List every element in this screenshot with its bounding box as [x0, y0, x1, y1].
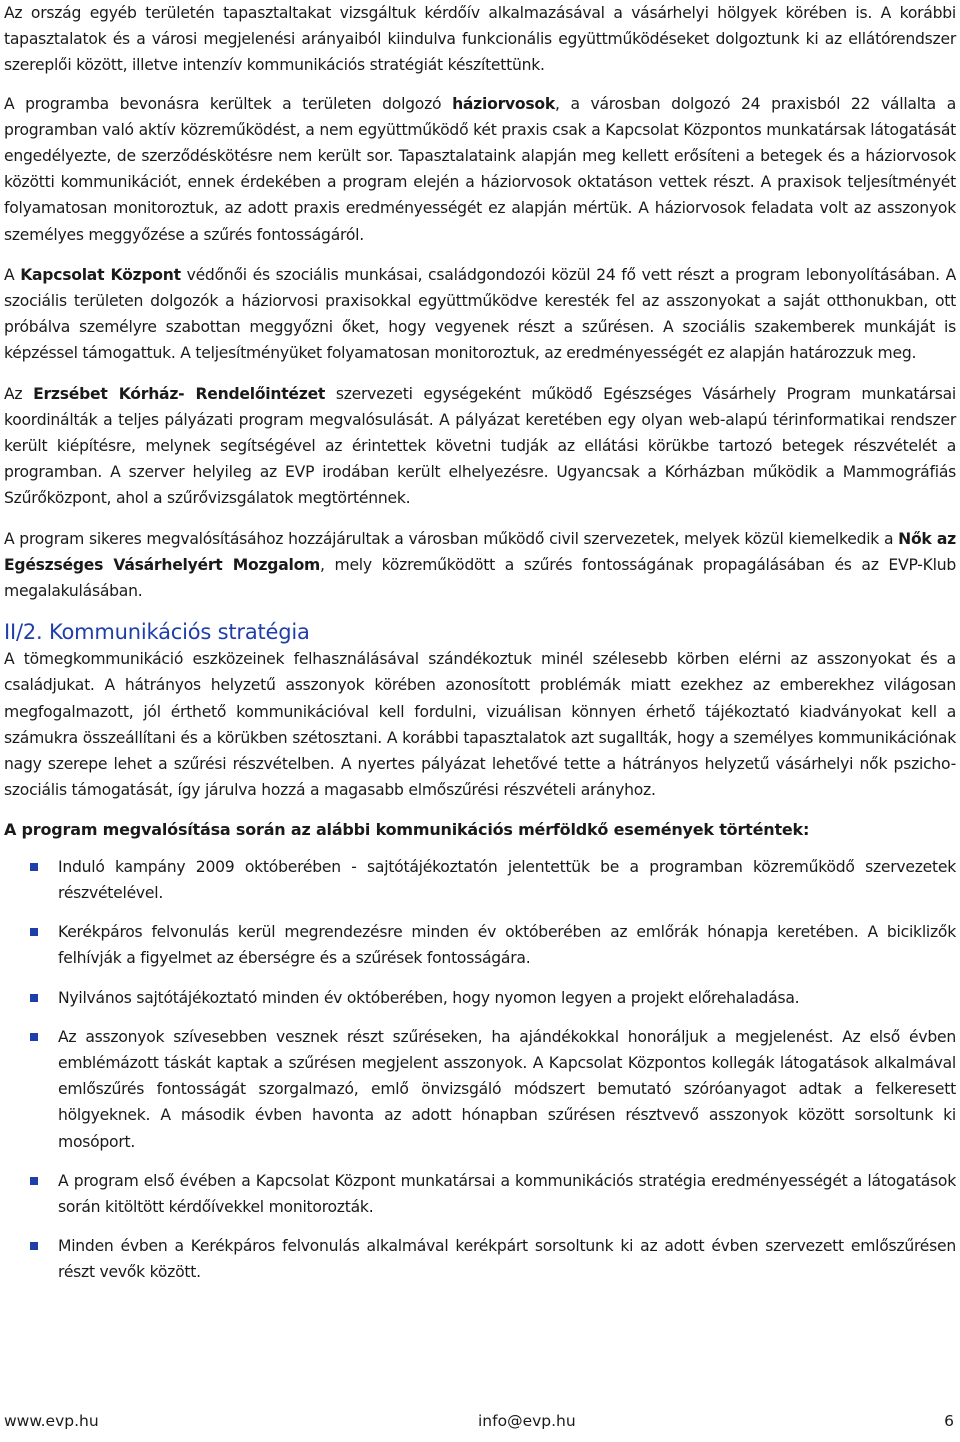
square-bullet-icon	[30, 928, 38, 936]
list-item	[4, 1168, 956, 1220]
list-item	[4, 1233, 956, 1285]
paragraph-hospital	[4, 381, 956, 512]
paragraph-civil-orgs	[4, 526, 956, 605]
milestones-list	[4, 854, 956, 1286]
paragraph-civil-orgs-text-b: , mely közreműködött a szűrés fontosságának propagálásában és az EVP-Klub megalakulásában.	[4, 555, 956, 601]
paragraph-contact-center-text-b: védőnői és szociális munkásai, családgondozói közül 24 fő vett részt a program lebonyolításában. A szociális területen dolgozók a háziorvosi praxisokkal együttműködve keresték fel az asszonyokat a saját otthonukban, ott próbálva személyre szabottan meggyőzni őket, hogy vegyenek részt a szűrésen. A szociális szakemberek munkáját is képzéssel támogattuk. A teljesítményüket folyamatosan monitoroztuk, az eredményességét ez alapján határozzuk meg.	[4, 265, 956, 363]
paragraph-contact-center-text-a: A	[4, 265, 21, 284]
list-item	[4, 919, 956, 971]
milestones-heading: A program megvalósítása során az alábbi kommunikációs mérföldkő események történtek:	[4, 820, 810, 840]
paragraph-contact-center-highlight: Kapcsolat Központ	[20, 265, 181, 284]
paragraph-hospital-text-a: Az	[4, 384, 34, 403]
paragraph-hospital-highlight: Erzsébet Kórház- Rendelőintézet	[33, 384, 326, 403]
paragraph-civil-orgs-text-a: A program sikeres megvalósításához hozzájárultak a városban működő civil szervezetek, melyek közül kiemelkedik a	[4, 529, 899, 548]
list-item-text: Kerékpáros felvonulás kerül megrendezésre minden év októberében az emlőrák hónapja keretében. A biciklizők felhívják a figyelmet az éberségre és a szűrések fontosságára.	[58, 923, 956, 968]
square-bullet-icon	[30, 1177, 38, 1185]
page-number: 6	[944, 1412, 954, 1430]
square-bullet-icon	[30, 994, 38, 1002]
square-bullet-icon	[30, 1033, 38, 1041]
list-item-text: Minden évben a Kerékpáros felvonulás alkalmával kerékpárt sorsoltunk ki az adott évben szervezett emlőszűrésen részt vevők között.	[58, 1237, 956, 1282]
list-item	[4, 854, 956, 906]
paragraph-contact-center	[4, 262, 956, 367]
list-item-text: Az asszonyok szívesebben vesznek részt szűréseken, ha ajándékokkal honoráljuk a megjelenést. Az első évben emblémázott táskát kaptak a szűrésen megjelent asszonyok. A Kapcsolat Központos kollegák látogatások alkalmával emlőszűrés fontosságát szorgalmazó, emlő önvizsgáló módszert bemutató szóróanyagot adtak a felkeresett hölgyeknek. A második évben havonta az adott hónapban szűrésen résztvevő asszonyok között sorsoltunk ki mosóport.	[58, 1027, 956, 1151]
page-footer	[4, 1412, 956, 1438]
paragraph-gps-highlight: háziorvosok	[452, 94, 556, 113]
footer-website-link[interactable]: www.evp.hu	[4, 1412, 99, 1430]
square-bullet-icon	[30, 863, 38, 871]
paragraph-survey: Az ország egyéb területén tapasztaltakat vizsgáltuk kérdőív alkalmazásával a vásárhelyi hölgyek körében is. A korábbi tapasztalatok és a városi megjelenési arányaiból kiindulva funkcionális együttműködéseket dolgoztunk ki az ellátórendszer szereplői között, illetve intenzív kommunikációs stratégiát készítettünk.	[4, 4, 956, 75]
paragraph-gps-text-a: A programba bevonásra kerültek a területen dolgozó	[4, 94, 453, 113]
paragraph-civil-orgs-highlight: Nők az Egészséges Vásárhelyért Mozgalom	[4, 529, 956, 574]
document-body	[4, 0, 956, 1299]
paragraph-gps-text-b: , a városban dolgozó 24 praxisból 22 vállalta a programban való aktív közreműködést, a nem együttműködő két praxis csak a Kapcsolat Központos munkatársak látogatását engedélyezte, de szerződéskötésre nem került sor. Tapasztalataink alapján meg kellett erősíteni a betegek és a háziorvosok közötti kommunikációt, ennek érdekében a program elején a háziorvosok oktatáson vettek részt. A praxisok teljesítményét folyamatosan monitoroztuk, az adott praxis eredményességét ez alapján mértük. A háziorvosok feladata volt az asszonyok személyes meggyőzése a szűrés fontosságáról.	[4, 94, 957, 244]
list-item-text: Nyilvános sajtótájékoztató minden év októberében, hogy nyomon legyen a projekt előrehaladása.	[58, 988, 800, 1007]
list-item	[4, 1024, 956, 1155]
list-item	[4, 985, 956, 1011]
list-item-text: Induló kampány 2009 októberében - sajtótájékoztatón jelentettük be a programban közreműködő szervezetek részvételével.	[58, 857, 956, 902]
paragraph-gps	[4, 91, 956, 248]
section-title: II/2. Kommunikációs stratégia	[4, 620, 310, 645]
paragraph-hospital-text-b: szervezeti egységeként működő Egészséges Vásárhely Program munkatársai koordinálták a teljes pályázati program megvalósulását. A pályázat keretében egy olyan web-alapú térinformatikai rendszer került kiépítésre, melynek segítségével az érintettek követni tudják az ellátási körükbe tartozó betegek részvételét a programban. A szerver helyileg az EVP irodában került elhelyezésre. Ugyancsak a Kórházban működik a Mammográfiás Szűrőközpont, ahol a szűrővizsgálatok megtörténnek.	[4, 384, 957, 508]
list-item-text: A program első évében a Kapcsolat Központ munkatársai a kommunikációs stratégia eredményességét a látogatások során kitöltött kérdőívekkel monitorozták.	[58, 1171, 956, 1216]
section-intro: A tömegkommunikáció eszközeinek felhasználásával szándékoztuk minél szélesebb körben elérni az asszonyokat és a családjukat. A hátrányos helyzetű asszonyok körében azonosított problémák miatt ezekhez az emberekhez világosan megfogalmazott, jól érthető kommunikációval kell fordulni, vizuálisan könnyen érhető tájékoztató kiadványokat kell a számukra összeállítani és a körükben szétosztani. A korábbi tapasztalatok azt sugallták, hogy a személyes kommunikációnak nagy szerepe lehet a szűrési részvételben. A nyertes pályázat lehetővé tette a hátrányos helyzetű vásárhelyi nők pszicho-szociális támogatását, így járulva hozzá a magasabb elmőszűrési részvételi arányhoz.	[4, 650, 956, 800]
footer-email-link[interactable]: info@evp.hu	[478, 1412, 576, 1430]
square-bullet-icon	[30, 1242, 38, 1250]
